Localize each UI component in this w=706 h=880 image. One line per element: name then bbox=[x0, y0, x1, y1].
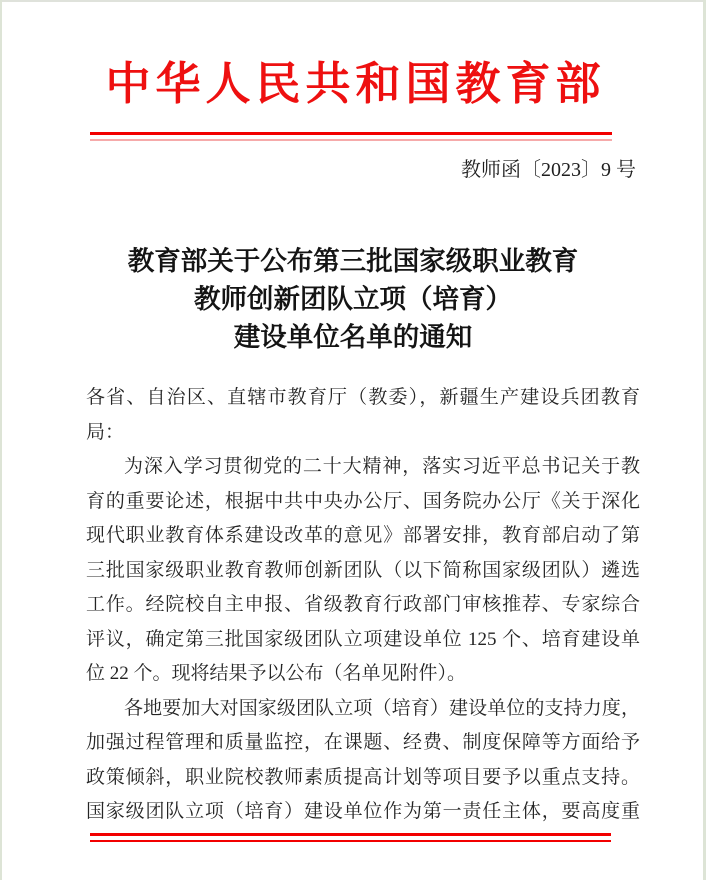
title-line-1: 教育部关于公布第三批国家级职业教育 bbox=[127, 246, 579, 276]
body-line: 局： bbox=[86, 421, 125, 443]
document-title bbox=[0, 242, 706, 356]
title-line-2: 教师创新团队立项（培育） bbox=[194, 284, 512, 314]
body-line: 政策倾斜，职业院校教师素质提高计划等项目要予以重点支持。 bbox=[86, 766, 640, 788]
body-line: 评议，确定第三批国家级团队立项建设单位 125 个、培育建设单 bbox=[86, 628, 640, 650]
letterhead-rule-thick bbox=[90, 132, 612, 135]
body-line: 为深入学习贯彻党的二十大精神，落实习近平总书记关于教 bbox=[124, 456, 640, 477]
body-text bbox=[86, 381, 640, 830]
letterhead-rule-thin bbox=[90, 139, 612, 141]
document-number: 教师函〔2023〕9 号 bbox=[461, 159, 636, 181]
footer-rule-lower bbox=[90, 840, 611, 843]
body-line: 现代职业教育体系建设改革的意见》部署安排，教育部启动了第 bbox=[86, 525, 640, 546]
body-line: 育的重要论述，根据中共中央办公厅、国务院办公厅《关于深化 bbox=[86, 490, 640, 512]
agency-letterhead: 中华人民共和国教育部 bbox=[105, 59, 606, 109]
body-line: 三批国家级职业教育教师创新团队（以下简称国家级团队）遴选 bbox=[86, 559, 640, 581]
body-line: 国家级团队立项（培育）建设单位作为第一责任主体，要高度重 bbox=[86, 801, 640, 822]
body-line: 各地要加大对国家级团队立项（培育）建设单位的支持力度， bbox=[124, 697, 640, 719]
body-line: 工作。经院校自主申报、省级教育行政部门审核推荐、专家综合 bbox=[86, 594, 640, 615]
body-line: 位 22 个。现将结果予以公布（名单见附件）。 bbox=[86, 663, 467, 684]
title-line-3: 建设单位名单的通知 bbox=[233, 322, 473, 352]
body-line: 加强过程管理和质量监控，在课题、经费、制度保障等方面给予 bbox=[86, 732, 640, 753]
body-line: 各省、自治区、直辖市教育厅（教委），新疆生产建设兵团教育 bbox=[86, 387, 640, 408]
footer-rule-upper bbox=[90, 833, 611, 836]
